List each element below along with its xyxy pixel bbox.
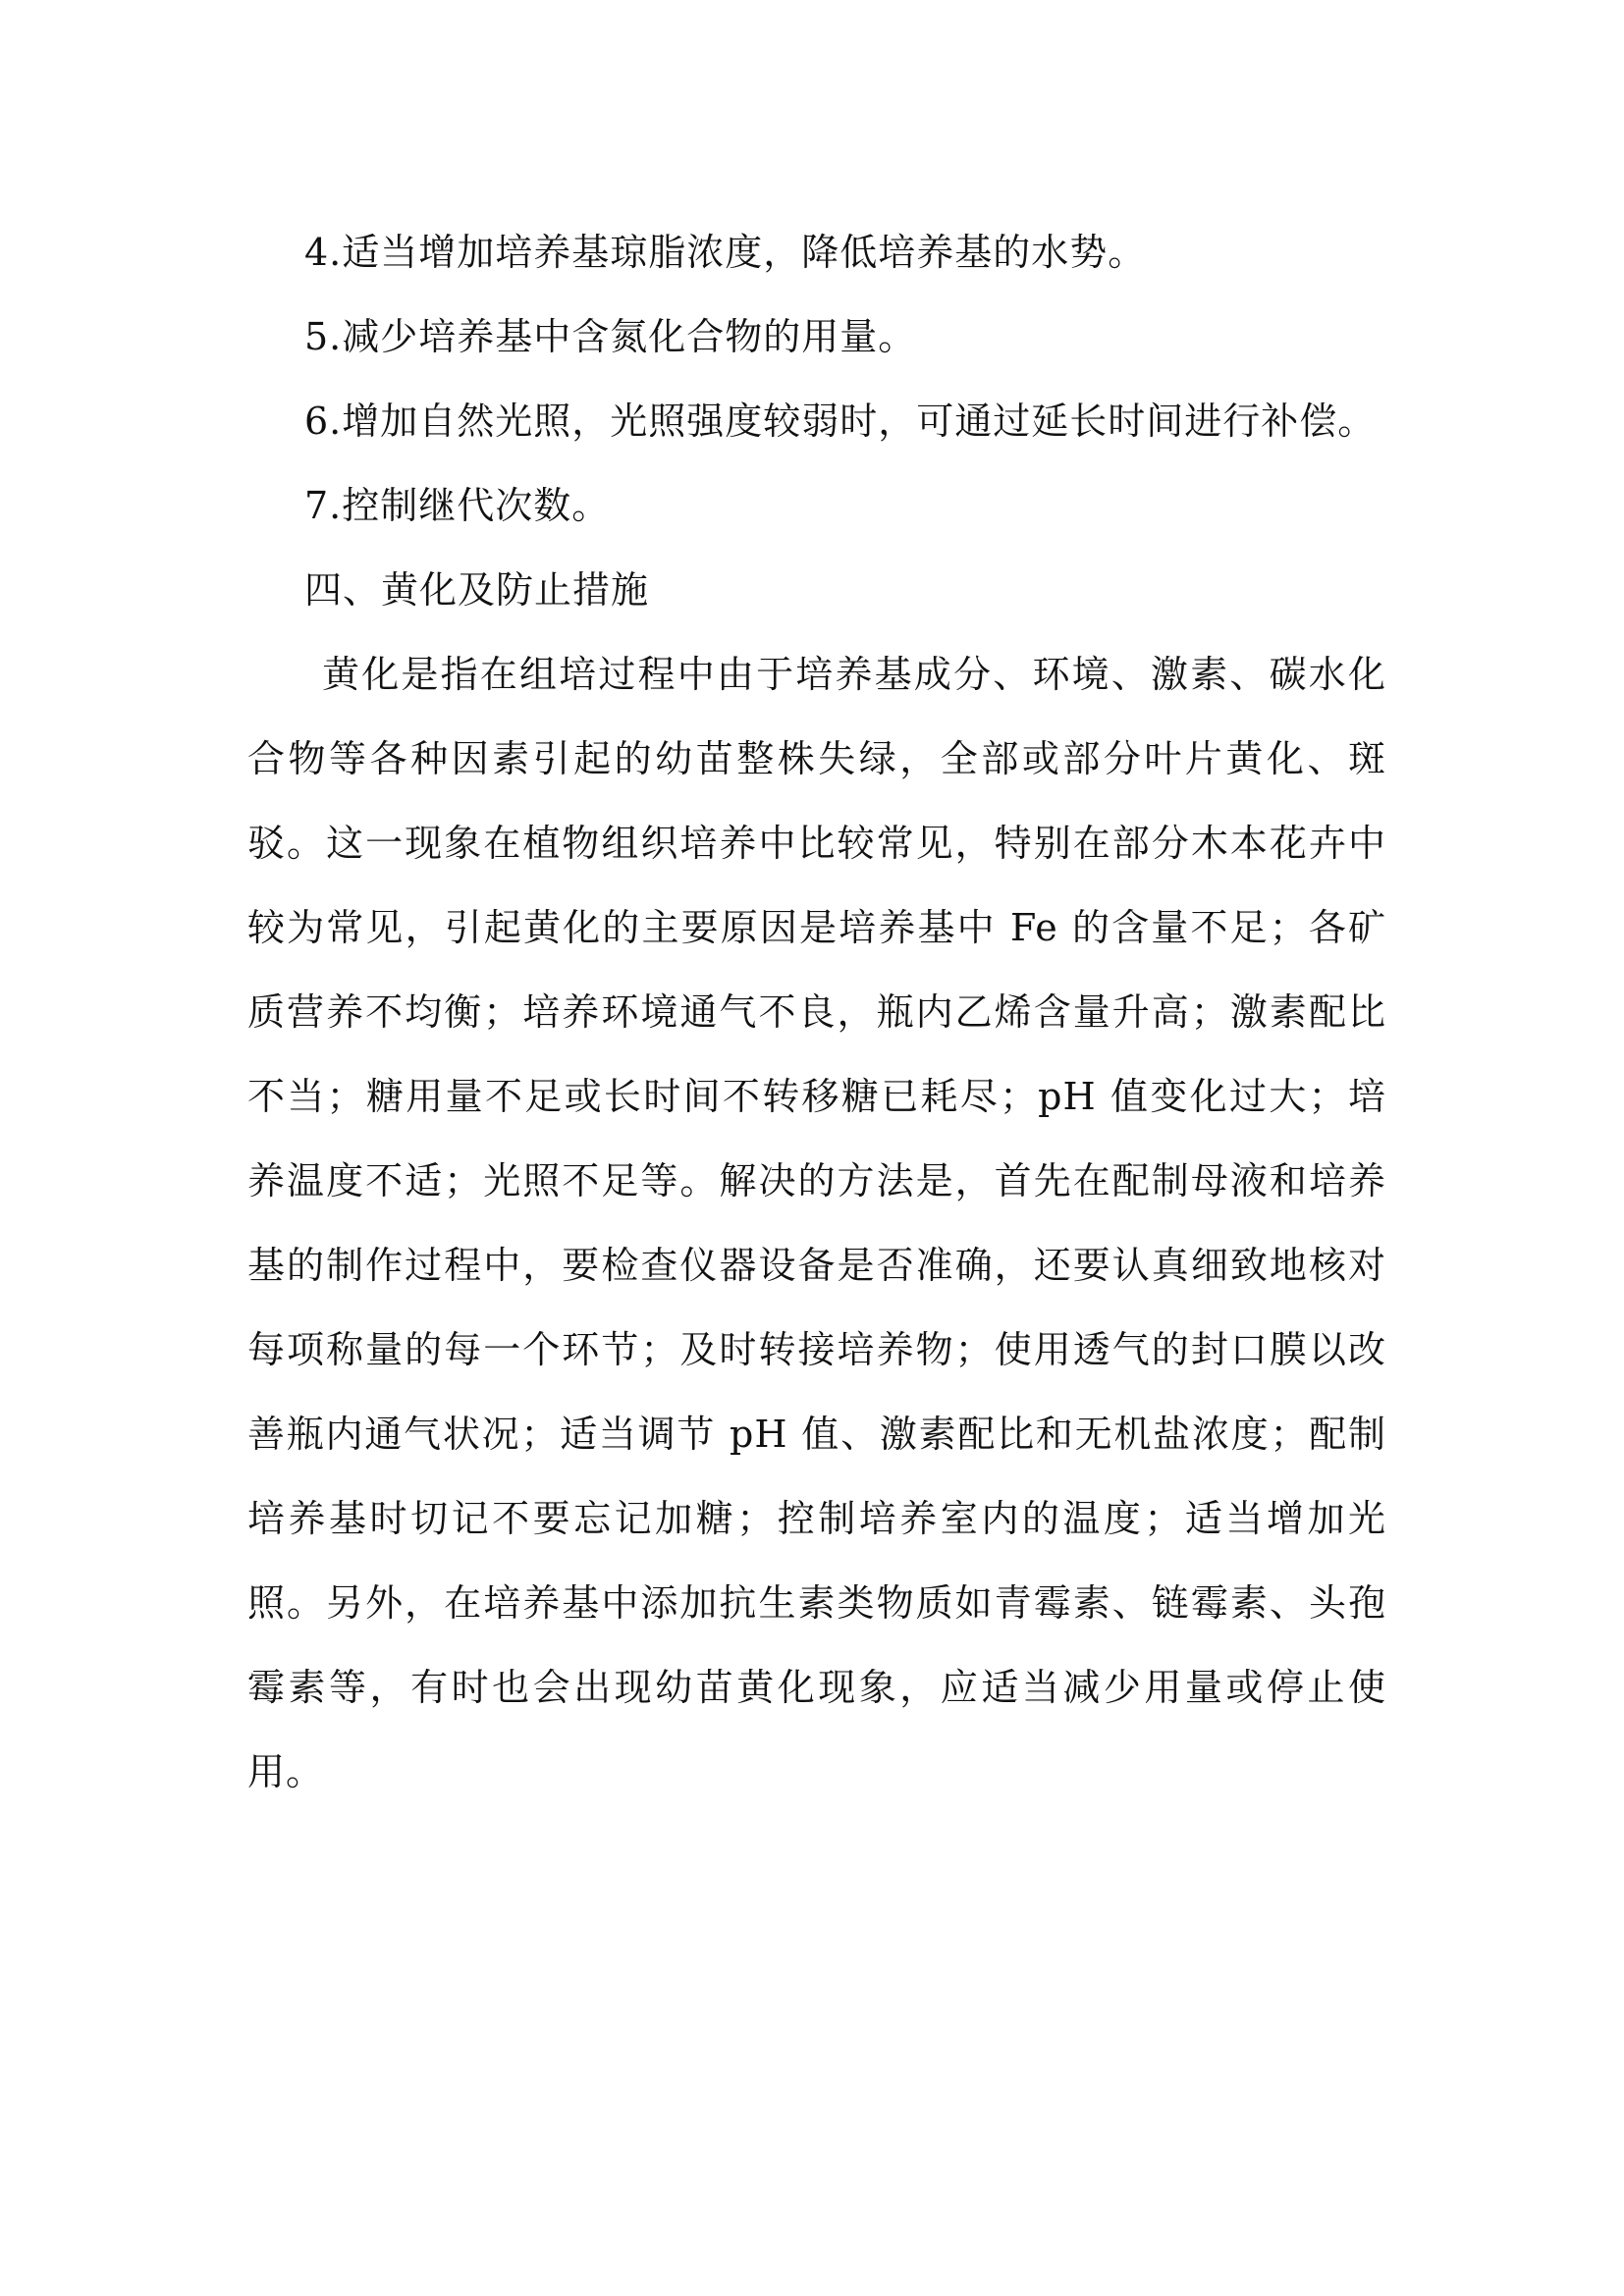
body-paragraph: 黄化是指在组培过程中由于培养基成分、环境、激素、碳水化合物等各种因素引起的幼苗整株失绿，全部或部分叶片黄化、斑驳。这一现象在植物组织培养中比较常见，特别在部分木本花卉中较为常见，引起黄化的主要原因是培养基中 Fe 的含量不足；各矿质营养不均衡；培养环境通气不良，瓶内乙烯含量升高；激素配比不当；糖用量不足或长时间不转移糖已耗尽；pH 值变化过大；培养温度不适；光照不足等。解决的方法是，首先在配制母液和培养基的制作过程中，要检查仪器设备是否准确，还要认真细致地核对每项称量的每一个环节；及时转接培养物；使用透气的封口膜以改善瓶内通气状况；适当调节 pH 值、激素配比和无机盐浓度；配制培养基时切记不要忘记加糖；控制培养室内的温度；适当增加光照。另外，在培养基中添加抗生素类物质如青霉素、链霉素、头孢霉素等，有时也会出现幼苗黄化现象，应适当减少用量或停止使用。 (247, 653, 1386, 1793)
list-item: 7.控制继代次数。 (304, 484, 611, 527)
list-item: 6.增加自然光照，光照强度较弱时，可通过延长时间进行补偿。 (304, 400, 1377, 443)
page-content (247, 210, 1386, 1814)
list-item: 4.适当增加培养基琼脂浓度，降低培养基的水势。 (304, 231, 1147, 274)
list-item: 5.减少培养基中含氮化合物的用量。 (304, 315, 917, 358)
section-heading: 四、黄化及防止措施 (304, 568, 650, 612)
